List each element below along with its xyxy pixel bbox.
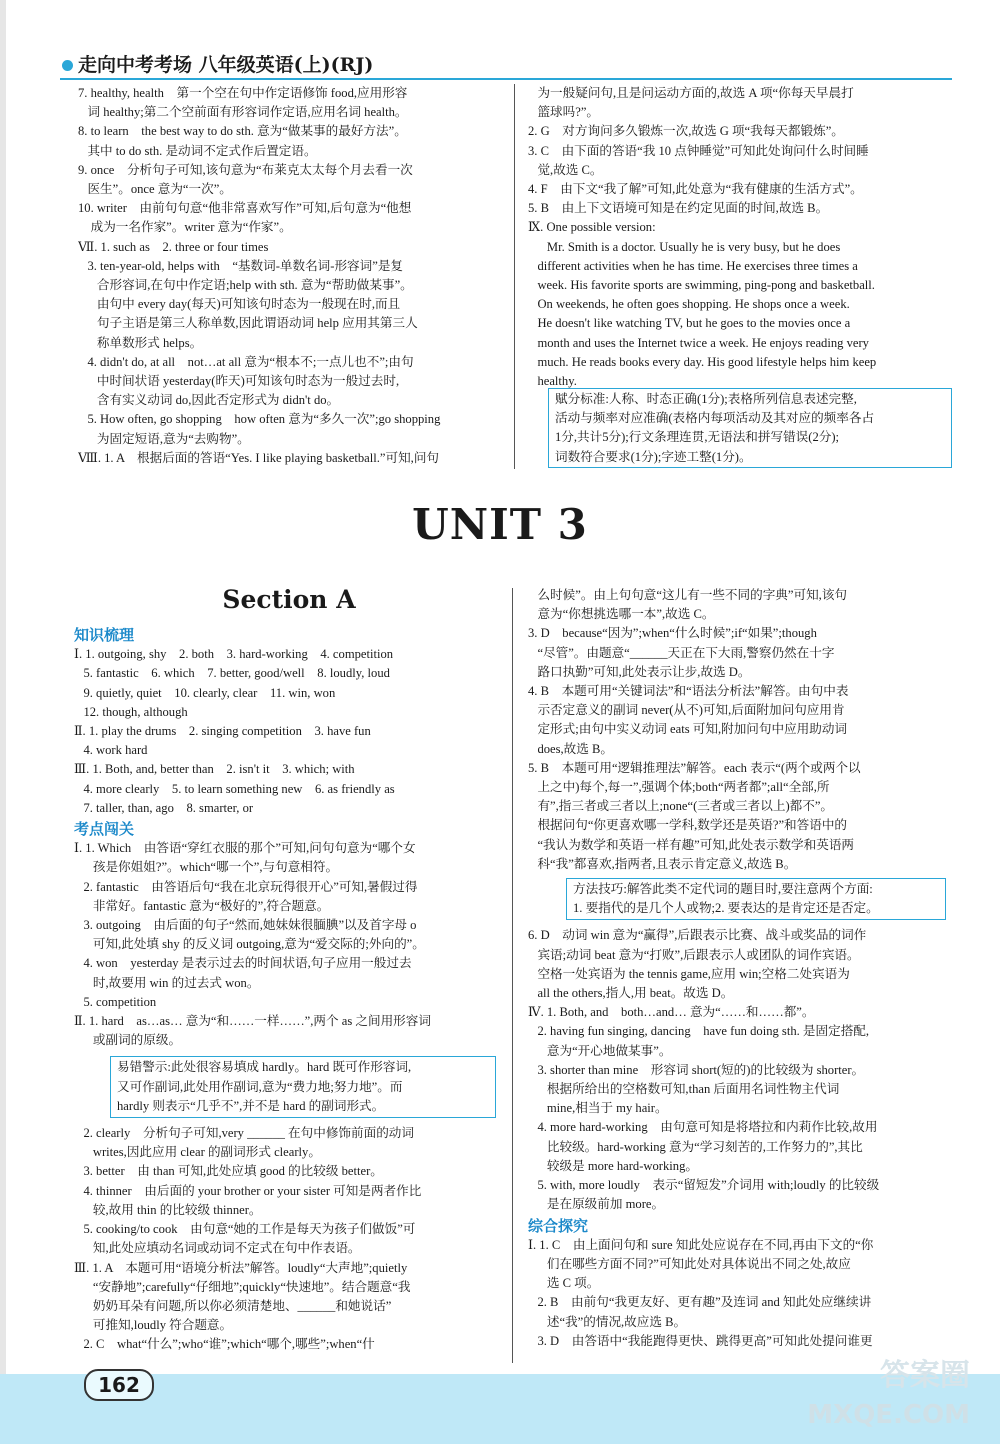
text-line: 12. though, although: [74, 704, 188, 719]
text-line: 述“我”的情况,故应选 B。: [528, 1314, 687, 1329]
text-line: 5. B 本题可用“逻辑推理法”解答。each 表示“(两个或两个以: [528, 760, 861, 775]
checkpoint-list: [74, 839, 506, 1050]
text-line: 空格一处宾语为 the tennis game,应用 win;空格二处宾语为: [528, 966, 850, 981]
bullet-icon: [62, 60, 73, 71]
comprehensive-list: [528, 1236, 958, 1351]
box-line: 活动与频率对应准确(表格内每项活动及其对应的频率各占: [555, 411, 875, 426]
running-header: [62, 50, 373, 77]
text-line: 句子主语是第三人称单数,因此谓语动词 help 应用其第三人: [78, 316, 418, 331]
text-line: 2. having fun singing, dancing have fun doing sth. 是固定搭配,: [528, 1024, 870, 1039]
text-line: 8. to learn the best way to do sth. 意为“做某事的最好方法”。: [78, 124, 407, 139]
answer-list-continued: [528, 926, 958, 1214]
text-line: 5. How often, go shopping how often 意为“多久一次”;go shopping: [78, 412, 441, 427]
text-line: Ⅸ. One possible version:: [528, 220, 656, 235]
page-number: 162: [84, 1369, 154, 1401]
text-line: 较级是 more hard-working。: [528, 1158, 698, 1173]
text-line: Mr. Smith is a doctor. Usually he is very busy, but he does: [528, 239, 841, 254]
text-line: 合形容词,在句中作定语;help with sth. 意为“帮助做某事”。: [78, 278, 413, 293]
text-line: 7. healthy, health 第一个空在句中作定语修饰 food,应用形容: [78, 86, 408, 100]
text-line: 2. clearly 分析句子可知,very ______ 在句中修饰前面的动词: [74, 1126, 414, 1141]
text-line: 孩是你姐姐?”。which“哪一个”,与句意相符。: [74, 860, 339, 875]
header-title: 走向中考考场 八年级英语(上)(RJ): [78, 54, 374, 76]
text-line: 篮球吗?”。: [528, 105, 599, 120]
text-line: “安静地”;carefully“仔细地”;quickly“快速地”。结合题意“我: [74, 1279, 411, 1294]
scoring-standard-box: [548, 388, 952, 468]
text-line: 2. B 由前句“我更友好、更有趣”及连词 and 知此处应继续讲: [528, 1295, 872, 1310]
text-line: 比较级。hard-working 意为“学习刻苦的,工作努力的”,其比: [528, 1139, 863, 1154]
text-line: 非常好。fantastic 意为“极好的”,符合题意。: [74, 898, 330, 913]
box-line: hardly 则表示“几乎不”,并不是 hard 的副词形式。: [117, 1098, 385, 1113]
text-line: 较,故用 thin 的比较级 thinner。: [74, 1202, 262, 1217]
section-title: Section A: [222, 585, 356, 614]
text-line: 3. D because“因为”;when“什么时候”;if“如果”;though: [528, 626, 817, 641]
box-line: 1分,共计5分);行文条理连贯,无语法和拼写错误(2分);: [555, 430, 840, 445]
text-line: 们在哪些方面不同?”可知此处对具体说出不同之处,故应: [528, 1256, 851, 1271]
box-line: 1. 要指代的是几个人或物;2. 要表达的是肯定还是否定。: [573, 901, 879, 916]
text-line: “我认为数学和英语一样有趣”可知,此处表示数学和英语两: [528, 837, 855, 852]
heading-checkpoint: 考点闯关: [74, 820, 135, 839]
text-line: 含有实义动词 do,因此否定形式为 didn't do。: [78, 393, 340, 408]
text-line: 5. with, more loudly 表示“留短发”介词用 with;loudly 的比较级: [528, 1178, 880, 1193]
heading-knowledge: 知识梳理: [74, 626, 135, 644]
text-line: healthy.: [528, 374, 577, 389]
header-rule: [60, 78, 952, 80]
text-line: 2. fantastic 由答语后句“我在北京玩得很开心”可知,暑假过得: [74, 879, 418, 894]
box-line: 易错警示:此处很容易填成 hardly。hard 既可作形容词,: [117, 1060, 412, 1075]
text-line: “尽管”。由题意“______天正在下大雨,警察仍然在十字: [528, 645, 835, 660]
text-line: 为一般疑问句,且是问运动方面的,故选 A 项“你每天早晨打: [528, 86, 854, 100]
text-line: 根据所给出的空格数可知,than 后面用名词性物主代词: [528, 1082, 840, 1097]
text-line: 有”,指三者或三者以上;none“(三者或三者以上)都不”。: [528, 799, 834, 814]
unit-title: UNIT 3: [412, 500, 588, 549]
column-divider-bottom: [512, 588, 513, 1363]
text-line: Ⅲ. 1. A 本题可用“语境分析法”解答。loudly“大声地”;quietly: [74, 1260, 408, 1275]
text-line: 10. writer 由前句句意“他非常喜欢写作”可知,后句意为“他想: [78, 201, 412, 216]
text-line: 科“我”都喜欢,指两者,且表示肯定意义,故选 B。: [528, 856, 797, 871]
text-line: 4. work hard: [74, 743, 148, 758]
text-line: Ⅶ. 1. such as 2. three or four times: [78, 239, 269, 254]
text-line: On weekends, he often goes shopping. He shops once a week.: [528, 297, 850, 312]
text-line: 7. taller, than, ago 8. smarter, or: [74, 800, 254, 815]
text-line: 9. quietly, quiet 10. clearly, clear 11. win, won: [74, 685, 336, 700]
column-divider-top: [514, 84, 515, 469]
text-line: 中时间状语 yesterday(昨天)可知该句时态为一般过去时,: [78, 374, 400, 389]
text-line: 选 C 项。: [528, 1276, 600, 1291]
text-line: 奶奶耳朵有问题,所以你必须清楚地、______和她说话”: [74, 1298, 392, 1313]
text-line: all the others,指人,用 beat。故选 D。: [528, 986, 734, 1001]
text-line: 为固定短语,意为“去购物”。: [78, 431, 250, 446]
text-line: Ⅰ. 1. Which 由答语“穿红衣服的那个”可知,问句句意为“哪个女: [74, 841, 416, 856]
text-line: Ⅲ. 1. Both, and, better than 2. isn't it 3. which; with: [74, 762, 355, 777]
lower-right-column: [528, 586, 958, 1351]
knowledge-list: [74, 645, 506, 818]
text-line: 4. won yesterday 是表示过去的时间状语,句子应用一般过去: [74, 956, 412, 971]
text-line: 5. fantastic 6. which 7. better, good/well 8. loudly, loud: [74, 666, 390, 681]
text-line: 意为“开心地做某事”。: [528, 1043, 672, 1058]
text-line: 3. D 由答语中“我能跑得更快、跳得更高”可知此处提问谁更: [528, 1333, 873, 1348]
text-line: 9. once 分析句子可知,该句意为“布莱克太太每个月去看一次: [78, 162, 413, 177]
text-line: 可推知,loudly 符合题意。: [74, 1318, 233, 1333]
checkpoint-list-continued: [74, 1124, 506, 1354]
text-line: 3. better 由 than 可知,此处应填 good 的比较级 better。: [74, 1164, 383, 1179]
text-line: different activities when he has time. He exercises three times a: [528, 258, 858, 273]
text-line: Ⅱ. 1. play the drums 2. singing competition 3. have fun: [74, 724, 371, 739]
text-line: 6. D 动词 win 意为“赢得”,后跟表示比赛、战斗或奖品的词作: [528, 928, 867, 943]
answer-list: [528, 586, 958, 874]
text-line: 是在原级前加 more。: [528, 1197, 665, 1212]
text-line: 4. thinner 由后面的 your brother or your sister 可知是两者作比: [74, 1183, 422, 1198]
text-line: 4. B 本题可用“关键词法”和“语法分析法”解答。由句中表: [528, 684, 849, 699]
text-line: 宾语;动词 beat 意为“打败”,后跟表示人或团队的词作宾语。: [528, 947, 860, 962]
text-line: 5. competition: [74, 994, 157, 1009]
text-line: Ⅳ. 1. Both, and both…and… 意为“……和……都”。: [528, 1005, 815, 1020]
error-warning-box: [110, 1056, 496, 1118]
text-line: Ⅰ. 1. outgoing, shy 2. both 3. hard-working 4. competition: [74, 647, 394, 662]
text-line: 4. more clearly 5. to learn something new 6. as friendly as: [74, 781, 395, 796]
text-line: 示否定意义的副词 never(从不)可知,后面附加问句应用肯: [528, 703, 845, 718]
text-line: 么时候”。由上句句意“这儿有一些不同的字典”可知,该句: [528, 588, 848, 602]
page-edge: [0, 0, 6, 1444]
text-line: week. His favorite sports are swimming, ping-pong and basketball.: [528, 278, 875, 293]
box-line: 方法技巧:解答此类不定代词的题目时,要注意两个方面:: [573, 882, 873, 897]
text-line: Ⅰ. 1. C 由上面问句和 sure 知此处应说存在不同,再由下文的“你: [528, 1237, 874, 1252]
text-line: 医生”。once 意为“一次”。: [78, 182, 232, 197]
watermark-url: MXQE.COM: [807, 1400, 970, 1430]
text-line: month and uses the Internet twice a week. He enjoys reading very: [528, 335, 869, 350]
lower-left-column: [74, 626, 506, 1355]
text-line: 3. ten-year-old, helps with “基数词-单数名词-形容词”是复: [78, 258, 404, 273]
box-line: 赋分标准:人称、时态正确(1分);表格所列信息表述完整,: [555, 392, 857, 406]
text-line: does,故选 B。: [528, 741, 614, 756]
text-line: 成为一名作家”。writer 意为“作家”。: [78, 220, 292, 235]
text-line: 2. C what“什么”;who“谁”;which“哪个,哪些”;when“什: [74, 1337, 375, 1352]
text-line: 2. G 对方询问多久锻炼一次,故选 G 项“我每天都锻炼”。: [528, 124, 844, 139]
text-line: 称单数形式 helps。: [78, 335, 203, 350]
text-line: Ⅱ. 1. hard as…as… 意为“和……一样……”,两个 as 之间用形容词: [74, 1014, 431, 1029]
top-right-column: [528, 84, 958, 391]
text-line: 5. cooking/to cook 由句意“她的工作是每天为孩子们做饭”可: [74, 1222, 416, 1237]
top-left-column: [78, 84, 508, 468]
text-line: 知,此处应填动名词或动词不定式在句中作表语。: [74, 1241, 361, 1256]
text-line: mine,相当于 my hair。: [528, 1101, 668, 1116]
text-line: 根据问句“你更喜欢哪一学科,数学还是英语?”和答语中的: [528, 818, 848, 833]
text-line: 定形式;由句中实义动词 eats 可知,附加问句中应用助动词: [528, 722, 848, 737]
heading-comprehensive: 综合探究: [528, 1216, 589, 1235]
text-line: 意为“你想挑选哪一本”,故选 C。: [528, 607, 715, 622]
text-line: 3. outgoing 由后面的句子“然而,她妹妹很腼腆”以及首字母 o: [74, 918, 417, 933]
text-line: 词 healthy;第二个空前面有形容词作定语,应用名词 health。: [78, 105, 408, 120]
text-line: 4. didn't do, at all not…at all 意为“根本不;一点儿也不”;由句: [78, 354, 414, 369]
text-line: 其中 to do sth. 是动词不定式作后置定语。: [78, 143, 317, 158]
text-line: 5. B 由上下文语境可知是在约定见面的时间,故选 B。: [528, 201, 829, 216]
text-line: 3. shorter than mine 形容词 short(短的)的比较级为 shorter。: [528, 1062, 865, 1077]
text-line: writes,因此应用 clear 的副词形式 clearly。: [74, 1145, 321, 1160]
text-line: 时,故要用 win 的过去式 won。: [74, 975, 260, 990]
method-tip-box: [566, 878, 946, 920]
watermark-logo: 答案圈: [880, 1358, 970, 1393]
text-line: 由句中 every day(每天)可知该句时态为一般现在时,而且: [78, 297, 401, 312]
box-line: 词数符合要求(1分);字迹工整(1分)。: [555, 449, 752, 464]
text-line: 或副词的原级。: [74, 1033, 182, 1048]
text-line: 4. F 由下文“我了解”可知,此处意为“我有健康的生活方式”。: [528, 182, 863, 197]
text-line: 上之中)每个,每一”,强调个体;both“两者都”;all“全部,所: [528, 780, 830, 795]
box-line: 又可作副词,此处用作副词,意为“费力地;努力地”。而: [117, 1079, 403, 1094]
text-line: 觉,故选 C。: [528, 162, 603, 177]
text-line: 3. C 由下面的答语“我 10 点钟睡觉”可知此处询问什么时间睡: [528, 143, 869, 158]
text-line: 可知,此处填 shy 的反义词 outgoing,意为“爱交际的;外向的”。: [74, 937, 425, 952]
text-line: 路口执勤”可知,此处表示让步,故选 D。: [528, 664, 751, 679]
text-line: 4. more hard-working 由句意可知是将塔拉和内莉作比较,故用: [528, 1120, 878, 1135]
text-line: He doesn't like watching TV, but he goes to the movies once a: [528, 316, 851, 331]
text-line: Ⅷ. 1. A 根据后面的答语“Yes. I like playing basketball.”可知,问句: [78, 450, 440, 465]
text-line: much. He reads books every day. His good lifestyle helps him keep: [528, 354, 877, 369]
